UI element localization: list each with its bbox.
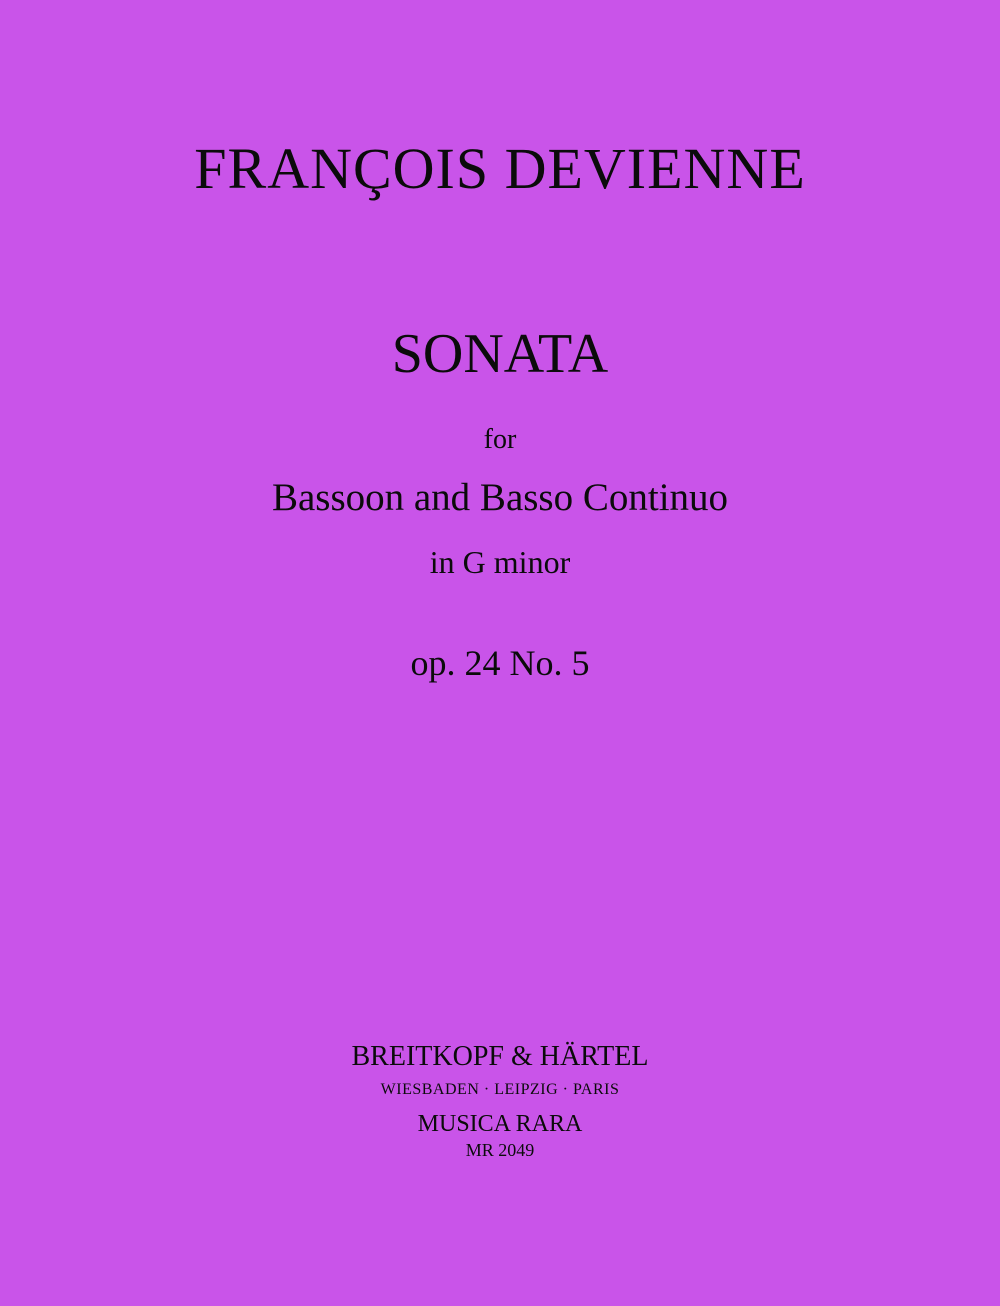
- publisher-name: BREITKOPF & HÄRTEL: [351, 1041, 649, 1072]
- imprint-name: MUSICA RARA: [417, 1111, 583, 1137]
- composer-name: FRANÇOIS DEVIENNE: [194, 136, 806, 201]
- catalog-number: MR 2049: [465, 1140, 535, 1160]
- for-label: for: [483, 424, 517, 455]
- instrumentation: Bassoon and Basso Continuo: [271, 476, 729, 519]
- work-title: SONATA: [391, 323, 609, 385]
- publisher-cities: WIESBADEN · LEIPZIG · PARIS: [380, 1081, 620, 1098]
- key-signature: in G minor: [429, 544, 571, 580]
- opus-number: op. 24 No. 5: [410, 643, 590, 683]
